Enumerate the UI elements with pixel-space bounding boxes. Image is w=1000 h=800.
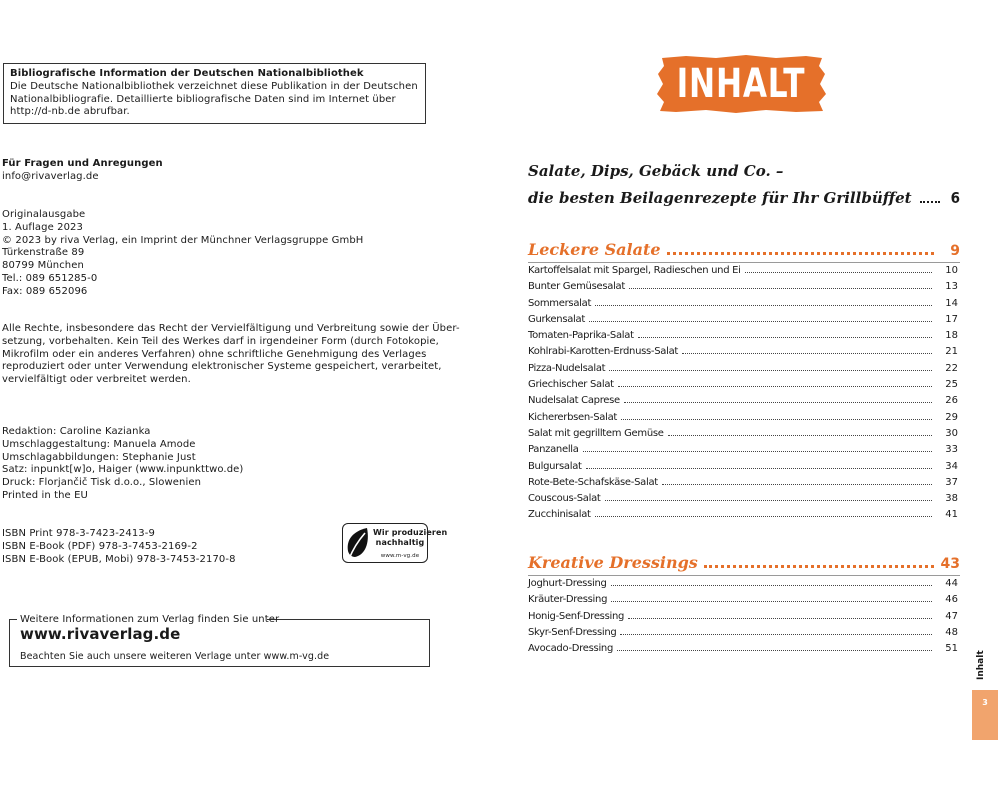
publisher-line: © 2023 by riva Verlag, ein Imprint der Münchner Verlagsgruppe GmbH — [2, 234, 364, 246]
rights-line: Alle Rechte, insbesondere das Recht der Vervielfältigung und Verbreitung sowie der Über- — [2, 323, 460, 334]
toc-entry-page: 13 — [945, 281, 958, 293]
contact-email[interactable]: info@rivaverlag.de — [2, 170, 99, 182]
page-number-tab: 3 — [972, 690, 998, 740]
toc-entry-page: 26 — [945, 395, 958, 407]
dot-leader — [745, 265, 932, 273]
isbn-line: ISBN Print 978-3-7423-2413-9 — [2, 528, 155, 539]
toc-entry-page: 44 — [945, 578, 958, 589]
credit-line: Printed in the EU — [2, 489, 88, 501]
section-page: 9 — [950, 243, 960, 259]
logo-text — [373, 528, 448, 547]
section-heading[interactable] — [528, 240, 960, 259]
leaf-icon — [343, 525, 373, 561]
section-rule — [528, 262, 960, 263]
section-title: Leckere Salate — [528, 240, 661, 259]
dot-leader — [638, 330, 932, 338]
toc-entry-label: Skyr-Senf-Dressing — [528, 626, 617, 638]
toc-entry[interactable] — [528, 412, 958, 428]
toc-entry-label: Panzanella — [528, 444, 579, 456]
rights-block — [2, 323, 460, 387]
dot-leader — [682, 346, 932, 354]
toc-entry[interactable] — [528, 265, 958, 281]
biblio-title: Bibliografische Information der Deutschen Nationalbibliothek — [10, 68, 364, 79]
toc-entry-label: Griechischer Salat — [528, 379, 614, 391]
toc-entry-label: Nudelsalat Caprese — [528, 395, 620, 407]
intro-line-2: die besten Beilagenrezepte für Ihr Grillbüffet — [528, 189, 912, 207]
toc-entry-label: Joghurt-Dressing — [528, 578, 607, 589]
dot-leader — [595, 509, 932, 517]
dot-leader — [595, 298, 932, 306]
toc-entry[interactable] — [528, 611, 958, 627]
toc-entry-page: 33 — [945, 444, 958, 456]
contact-title: Für Fragen und Anregungen — [2, 158, 163, 169]
dot-leader — [617, 643, 932, 651]
section-heading[interactable] — [528, 553, 960, 572]
toc-entry-label: Tomaten-Paprika-Salat — [528, 330, 634, 342]
section-rule — [528, 575, 960, 576]
intro-line-1: Salate, Dips, Gebäck und Co. – — [528, 162, 784, 180]
rights-line: setzung, vorbehalten. Kein Teil des Werkes darf in irgendeiner Form (durch Fotokopie, — [2, 335, 439, 347]
toc-entry[interactable] — [528, 477, 958, 493]
toc-entry-label: Couscous-Salat — [528, 493, 601, 505]
dot-leader — [920, 189, 940, 203]
dot-leader — [628, 611, 932, 619]
contact-block — [2, 158, 163, 184]
toc-entry-page: 18 — [945, 330, 958, 342]
credit-line: Umschlaggestaltung: Manuela Amode — [2, 438, 196, 450]
biblio-line: Die Deutsche Nationalbibliothek verzeichnet diese Publikation in der Deutschen — [10, 80, 418, 92]
toc-entry-page: 17 — [945, 313, 958, 325]
isbn-line: ISBN E-Book (PDF) 978-3-7453-2169-2 — [2, 540, 198, 552]
dot-leader — [605, 493, 932, 501]
toc-entry[interactable] — [528, 461, 958, 477]
toc-entry-label: Honig-Senf-Dressing — [528, 610, 625, 622]
credit-line: Redaktion: Caroline Kazianka — [2, 426, 151, 437]
publisher-line: Originalausgabe — [2, 209, 86, 220]
credit-line: Druck: Florjančič Tisk d.o.o., Slowenien — [2, 477, 202, 489]
toc-entry[interactable] — [528, 509, 958, 525]
isbn-block — [2, 528, 236, 566]
toc-entry-page: 47 — [945, 610, 958, 622]
dot-leader — [618, 379, 932, 387]
toc-entry[interactable] — [528, 395, 958, 411]
section-page: 43 — [940, 556, 960, 572]
publisher-line: 1. Auflage 2023 — [2, 221, 83, 233]
toc-entry-label: Pizza-Nudelsalat — [528, 362, 606, 374]
isbn-line: ISBN E-Book (EPUB, Mobi) 978-3-7453-2170-8 — [2, 553, 236, 565]
toc-entry[interactable] — [528, 330, 958, 346]
toc-entry-label: Bunter Gemüsesalat — [528, 281, 626, 293]
intro-entry[interactable] — [528, 189, 960, 207]
website-heading: Weitere Informationen zum Verlag finden Sie unter — [20, 614, 280, 625]
toc-entry-label: Avocado-Dressing — [528, 643, 614, 655]
toc-entry[interactable] — [528, 493, 958, 509]
toc-entry[interactable] — [528, 363, 958, 379]
publisher-line: Fax: 089 652096 — [2, 285, 88, 297]
dot-leader — [667, 242, 934, 255]
biblio-info-box — [3, 63, 426, 124]
toc-entry-label: Zucchinisalat — [528, 509, 591, 521]
toc-entry[interactable] — [528, 298, 958, 314]
credits-block — [2, 426, 243, 503]
website-note: Beachten Sie auch unsere weiteren Verlage unter www.m-vg.de — [20, 651, 330, 662]
toc-entry[interactable] — [528, 428, 958, 444]
toc-entry-page: 34 — [945, 460, 958, 472]
toc-entry-page: 37 — [945, 476, 958, 488]
toc-entry-page: 29 — [945, 411, 958, 423]
sustainability-logo — [342, 523, 448, 563]
toc-entry-label: Kartoffelsalat mit Spargel, Radieschen und Ei — [528, 265, 741, 276]
toc-entry-page: 46 — [945, 594, 958, 606]
toc-entry-label: Rote-Bete-Schafskäse-Salat — [528, 476, 658, 488]
toc-entry[interactable] — [528, 314, 958, 330]
dot-leader — [583, 444, 932, 452]
rights-line: Mikrofilm oder ein anderes Verfahren) ohne schriftliche Genehmigung des Verlages — [2, 348, 427, 360]
dot-leader — [621, 412, 932, 420]
publisher-line: Tel.: 089 651285-0 — [2, 272, 98, 284]
credit-line: Satz: inpunkt[w]o, Haiger (www.inpunkttwo.de) — [2, 464, 244, 476]
page-title: INHALT — [676, 61, 806, 107]
biblio-line: Nationalbibliografie. Detaillierte bibliografische Daten sind im Internet über — [10, 93, 396, 105]
toc-entry[interactable] — [528, 281, 958, 297]
toc-entry[interactable] — [528, 643, 958, 659]
toc-entry-label: Bulgursalat — [528, 460, 582, 472]
rights-line: reproduziert oder unter Verwendung elektronischer Systeme gespeichert, verarbeitet, — [2, 361, 442, 373]
credit-line: Umschlagabbildungen: Stephanie Just — [2, 451, 196, 463]
dot-leader — [704, 555, 934, 568]
toc-entry-label: Kräuter-Dressing — [528, 594, 608, 606]
toc-entry-label: Sommersalat — [528, 297, 592, 309]
toc-list-salads — [528, 265, 958, 526]
dot-leader — [620, 627, 932, 635]
dot-leader — [609, 363, 932, 371]
toc-entry-page: 38 — [945, 493, 958, 505]
toc-entry[interactable] — [528, 379, 958, 395]
dot-leader — [589, 314, 932, 322]
logo-line: Wir produzieren — [373, 528, 448, 537]
toc-entry-page: 48 — [945, 626, 958, 638]
dot-leader — [629, 281, 932, 289]
rights-line: vervielfältigt oder verbreitet werden. — [2, 374, 191, 386]
dot-leader — [611, 578, 932, 586]
section-title: Kreative Dressings — [528, 553, 698, 572]
toc-entry-page: 30 — [945, 427, 958, 439]
intro-page: 6 — [950, 189, 960, 207]
toc-entry-page: 21 — [945, 346, 958, 358]
toc-entry[interactable] — [528, 444, 958, 460]
dot-leader — [611, 594, 932, 602]
publisher-line: 80799 München — [2, 260, 84, 272]
publisher-line: Türkenstraße 89 — [2, 247, 85, 259]
toc-entry-label: Kichererbsen-Salat — [528, 411, 618, 423]
toc-entry-label: Kohlrabi-Karotten-Erdnuss-Salat — [528, 346, 679, 358]
running-section-label: Inhalt — [976, 650, 986, 680]
dot-leader — [586, 461, 932, 469]
toc-entry-page: 41 — [945, 509, 958, 521]
publisher-block — [2, 209, 363, 299]
logo-url: www.m-vg.de — [380, 553, 420, 559]
toc-entry[interactable] — [528, 627, 958, 643]
toc-entry-page: 14 — [945, 297, 958, 309]
toc-entry[interactable] — [528, 578, 958, 594]
toc-entry-page: 51 — [945, 643, 958, 655]
toc-entry-page: 22 — [945, 362, 958, 374]
toc-list-dressings — [528, 578, 958, 659]
dot-leader — [624, 395, 932, 403]
website-link[interactable]: www.rivaverlag.de — [20, 625, 181, 643]
toc-entry-page: 25 — [945, 379, 958, 391]
toc-entry[interactable] — [528, 346, 958, 362]
dot-leader — [662, 477, 932, 485]
toc-entry-label: Gurkensalat — [528, 313, 585, 325]
toc-entry-page: 10 — [945, 265, 958, 276]
biblio-line: http://d-nb.de abrufbar. — [10, 106, 130, 118]
logo-line: nachhaltig — [375, 537, 425, 547]
toc-entry-label: Salat mit gegrilltem Gemüse — [528, 427, 664, 439]
toc-entry[interactable] — [528, 594, 958, 610]
dot-leader — [668, 428, 932, 436]
